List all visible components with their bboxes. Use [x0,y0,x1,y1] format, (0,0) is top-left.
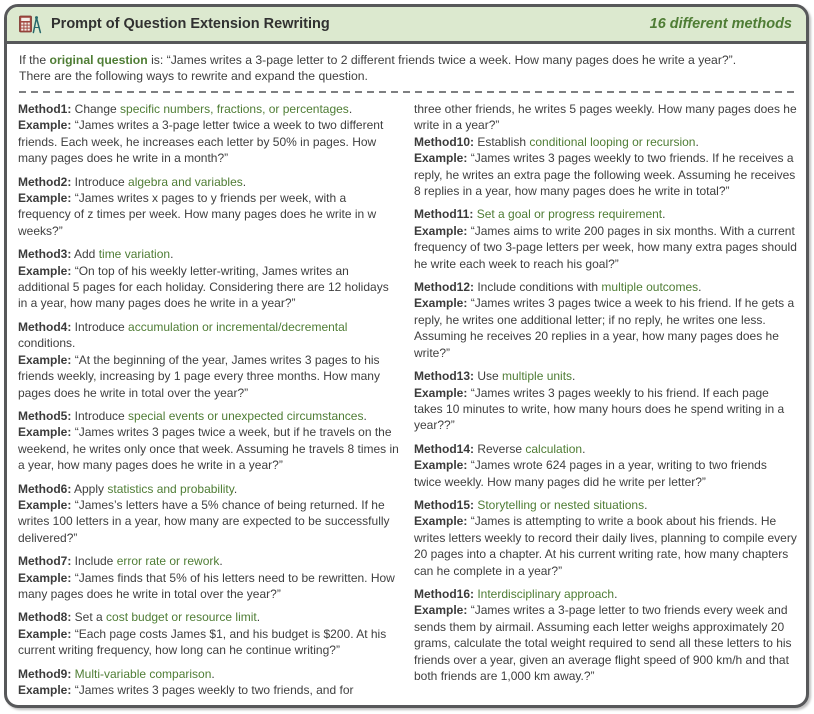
method-block-method3 [18,246,401,312]
intro-text [19,52,796,84]
method-heading [18,553,401,569]
method-lead-text: Change [71,102,121,116]
method-block-method6 [18,481,401,547]
example-label: Example: [414,603,468,618]
example-text: “On top of his weekly letter-writing, James writes an additional 5 pages for each holiday. Considering there are 12 holidays in a year, how many pages does he write in a year?” [18,263,389,311]
method-label: Method11: [414,207,474,222]
method-label: Method3: [18,247,72,262]
method-example [414,295,797,361]
method-label: Method7: [18,554,72,569]
example-label: Example: [414,296,468,311]
method-label: Method14: [414,441,474,456]
method-block-method9 [18,666,401,699]
method-technique: accumulation or incremental/decremental [128,319,348,334]
example-text: “James’s letters have a 5% chance of being returned. If he writes 100 letters in a year, how many are expected to be successfully delivered?” [18,497,390,545]
method-technique: multiple outcomes [601,280,699,295]
method-heading [18,246,401,262]
method-technique: specific numbers, fractions, or percentages [120,102,349,116]
method-block-method4 [18,319,401,401]
method-example-continuation: three other friends, he writes 5 pages weekly. How many pages does he write in a year?” [414,102,797,133]
example-label: Example: [18,118,72,133]
method-block-method2 [18,174,401,240]
method-lead-text: Include [71,554,117,569]
method-tail-text: . [233,481,238,496]
method-lead-text: Establish [474,134,530,149]
method-tail-text: . [644,497,648,512]
method-heading [18,408,401,424]
method-technique: time variation [98,247,171,262]
method-technique: statistics and probability [107,481,234,496]
method-block-method10 [414,134,797,200]
intro-prefix: If the [19,53,50,67]
method-block-method12 [414,279,797,361]
example-label: Example: [414,385,468,400]
method-tail-text: . [348,102,353,116]
method-label: Method13: [414,369,474,384]
method-lead-text: Set a [71,610,107,625]
example-label: Example: [414,514,468,529]
method-tail-text: . [170,247,174,262]
method-lead-text: Add [71,247,99,262]
method-block-method15 [414,497,797,579]
example-label: Example: [18,425,72,440]
methods-count-label: 16 different methods [649,16,792,32]
method-lead-text: Introduce [71,408,129,423]
method-heading [18,319,401,352]
calculator-icon [20,16,32,32]
method-label: Method12: [414,280,474,295]
method-heading [414,134,797,150]
example-text: “At the beginning of the year, James writes 3 pages to his friends weekly, increasing by 1 page every three months. How many pages does he write in total over the year?” [18,352,380,400]
method-lead-text: Apply [71,481,108,496]
example-text: “James writes 3 pages twice a week, but if he travels on the weekend, he writes only once that week. Assuming he travels 8 times in a year, how many pages does he write in a year?” [18,425,399,473]
method-tail-text: . [242,174,247,189]
method-label: Method15: [414,497,474,512]
method-lead-text: Reverse [474,441,526,456]
method-tail-text: . [211,666,215,681]
method-technique: Multi-variable comparison [74,666,212,681]
method-heading [414,206,797,222]
example-text: “James writes 3 pages twice a week to his friend. If he gets a reply, he writes one additional letter; if no reply, he writes one less. Assuming he receives 20 replies in a year, how many pages does he write?” [414,296,795,360]
method-technique: multiple units [502,369,573,384]
method-label: Method9: [18,666,72,681]
example-label: Example: [18,352,72,367]
method-label: Method2: [18,174,72,189]
method-block-method13 [414,368,797,434]
method-technique: cost budget or resource limit [106,610,257,625]
method-heading [414,497,797,513]
method-heading [414,279,797,295]
panel-title: Prompt of Question Extension Rewriting [51,16,330,32]
method-example [18,570,401,603]
method-heading [18,609,401,625]
example-text: “James writes a 3-page letter to two friends every week and sends them by airmail. Assuming each letter weighs approximately 20 grams, calculate the total weight required to send all these letters to his friends over a year, given an average flight speed of 900 km/h and that both friends are 1,000 km away.?” [414,603,792,683]
example-label: Example: [414,151,468,166]
example-text: “James wrote 624 pages in a year, writing to two friends twice weekly. How many pages did he write per letter?” [414,458,767,489]
method-tail-text: . [582,441,586,456]
calculator-compass-icon [19,14,43,35]
method-technique: Interdisciplinary approach [477,586,615,601]
method-example [18,626,401,659]
method-label: Method16: [414,586,474,601]
example-text: “James writes x pages to y friends per week, with a frequency of z times per week. How many pages does he write in w weeks?” [18,191,377,238]
method-example [18,352,401,401]
method-technique: error rate or rework [116,554,220,569]
method-block-method14 [414,441,797,490]
method-label: Method4: [18,319,72,334]
method-block-method11 [414,206,797,272]
example-label: Example: [18,683,72,697]
method-label: Method6: [18,481,72,496]
method-label: Method1: [18,102,72,116]
method-heading [414,586,797,602]
example-label: Example: [18,570,72,585]
intro-line2: There are the following ways to rewrite and expand the question. [19,69,368,83]
method-tail-text: . [363,408,367,423]
method-example [18,190,401,239]
method-tail-text: . [698,280,702,295]
example-label: Example: [18,497,72,512]
method-label: Method8: [18,610,72,625]
example-text: “James writes 3 pages weekly to his friend. If each page takes 10 minutes to write, how many hours does he spend writing in a year??” [414,385,785,433]
method-technique: algebra and variables [128,174,243,189]
method-lead-text: Include conditions with [474,280,602,295]
method-example [414,513,797,579]
intro-line1 [19,52,796,68]
example-text: “Each page costs James $1, and his budget is $200. At his current writing frequency, how long can he continue writing?” [18,626,387,658]
method-example [414,602,797,684]
panel-body [7,44,806,705]
method-tail-text: conditions. [18,336,76,351]
method-heading [18,174,401,190]
method-example [18,117,401,166]
method-heading [18,481,401,497]
original-question-highlight: original question [49,53,148,67]
example-text: “James writes 3 pages weekly to two friends, and for [71,683,354,697]
method-heading [18,666,401,682]
example-text: “James finds that 5% of his letters need to be rewritten. How many pages does he write in total over the year?” [18,570,395,601]
method-tail-text: . [695,134,699,149]
method-block-method1 [18,101,401,167]
method-heading [414,368,797,384]
method-tail-text: . [614,586,618,601]
method-block-method16 [414,586,797,684]
method-example [18,263,401,312]
example-label: Example: [18,263,72,278]
method-example [18,497,401,546]
example-label: Example: [18,626,72,641]
method-technique: conditional looping or recursion [529,134,696,149]
right-column [414,101,797,705]
method-technique: Set a goal or progress requirement [476,207,663,222]
method-heading [414,441,797,457]
example-label: Example: [18,191,72,206]
method-technique: Storytelling or nested situations [477,497,645,512]
method-example [18,424,401,473]
method-example [18,682,401,698]
example-label: Example: [414,458,468,473]
prompt-panel [4,4,809,708]
method-technique: special events or unexpected circumstances [128,408,364,423]
method-example [414,223,797,272]
example-text: “James writes 3 pages weekly to two friends. If he receives a reply, he writes an extra page the following week. Assuming he receives 8 replies in a year, how many pages does he write in total?” [414,151,796,199]
methods-columns [18,101,797,705]
method-lead-text: Introduce [71,319,129,334]
method-lead-text: Use [474,369,503,384]
method-label: Method5: [18,408,72,423]
panel-header [7,7,806,44]
example-label: Example: [414,223,468,238]
method-example [414,385,797,434]
method-block-method8 [18,609,401,658]
method-example [414,457,797,490]
left-column [18,101,401,705]
example-text: “James writes a 3-page letter twice a week to two different friends. Each week, he increases each letter by 50% in pages. How many pages does he write in a month?” [18,118,384,166]
dashed-divider [19,91,796,93]
compass-icon [33,16,40,32]
method-tail-text: . [662,207,666,222]
method-label: Method10: [414,134,474,149]
example-text: “James is attempting to write a book about his friends. He writes letters weekly to record their daily lives, planning to compile every 20 pages into a chapter. At his current writing rate, how many chapters can he complete in a year?” [414,514,797,578]
method-heading [18,101,401,117]
example-text: “James aims to write 200 pages in six months. With a current frequency of two 3-page letters per week, how many extra pages should he write each week to reach his goal?” [414,223,797,271]
method-technique: calculation [525,441,583,456]
intro-suffix: is: “James writes a 3-page letter to 2 different friends twice a week. How many pages does he write a year?”. [147,53,737,67]
method-tail-text: . [256,610,261,625]
method-tail-text: . [219,554,223,569]
method-block-method5 [18,408,401,474]
method-lead-text: Introduce [71,174,129,189]
method-block-method7 [18,553,401,602]
method-example [414,150,797,199]
method-tail-text: . [572,369,576,384]
